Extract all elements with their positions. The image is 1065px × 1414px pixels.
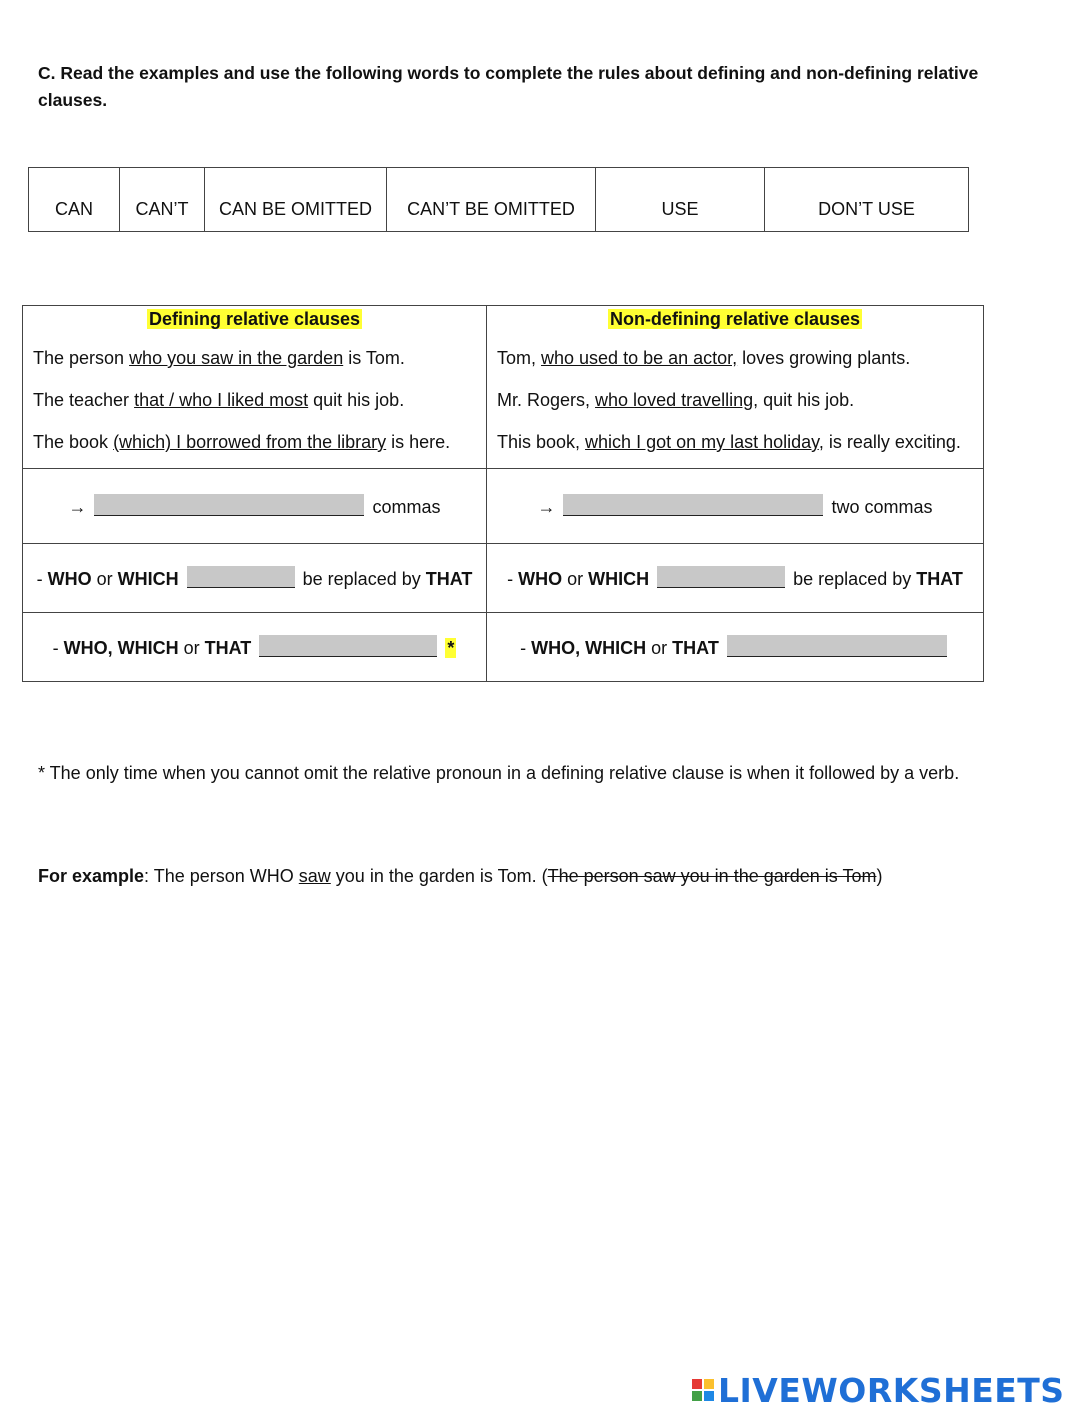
word-bank-cant-be-omitted: CAN’T BE OMITTED bbox=[387, 168, 596, 232]
logo-text: LIVEWORKSHEETS bbox=[718, 1370, 1065, 1410]
non-defining-example-2: Mr. Rogers, who loved travelling, quit his job. bbox=[497, 390, 855, 410]
defining-example-3: The book (which) I borrowed from the library is here. bbox=[33, 432, 451, 452]
liveworksheets-logo bbox=[692, 1372, 1065, 1408]
non-defining-omit-blank[interactable] bbox=[727, 635, 947, 657]
instruction-text: C. Read the examples and use the following words to complete the rules about defining and non-defining relative clauses. bbox=[38, 63, 979, 110]
defining-rule-omit: - WHO, WHICH or THAT * bbox=[23, 613, 487, 682]
non-defining-rule-that: - WHO or WHICH be replaced by THAT bbox=[487, 544, 984, 613]
defining-rule-that: - WHO or WHICH be replaced by THAT bbox=[23, 544, 487, 613]
defining-example-2: The teacher that / who I liked most quit his job. bbox=[33, 390, 405, 410]
non-defining-heading: Non-defining relative clauses bbox=[609, 309, 861, 329]
defining-rule-commas: → commas bbox=[23, 469, 487, 544]
arrow-icon: → bbox=[537, 497, 556, 517]
non-defining-example-3: This book, which I got on my last holiday, is really exciting. bbox=[497, 432, 961, 452]
word-bank-dont-use: DON’T USE bbox=[765, 168, 969, 232]
footnote-text: * The only time when you cannot omit the relative pronoun in a defining relative clause is when it followed by a verb. bbox=[38, 763, 960, 783]
defining-omit-blank[interactable] bbox=[259, 635, 437, 657]
logo-mark-icon bbox=[692, 1379, 714, 1401]
non-defining-examples-cell bbox=[487, 306, 984, 469]
example-line: For example: The person WHO saw you in the garden is Tom. (The person saw you in the garden is Tom) bbox=[38, 866, 883, 886]
word-bank-use: USE bbox=[596, 168, 765, 232]
non-defining-commas-blank[interactable] bbox=[563, 494, 823, 516]
defining-example-1: The person who you saw in the garden is Tom. bbox=[33, 348, 405, 368]
rules-table bbox=[22, 305, 984, 682]
word-bank-table bbox=[28, 167, 969, 232]
word-bank-can-be-omitted: CAN BE OMITTED bbox=[205, 168, 387, 232]
defining-heading: Defining relative clauses bbox=[148, 309, 361, 329]
non-defining-rule-omit: - WHO, WHICH or THAT bbox=[487, 613, 984, 682]
non-defining-rule-commas: → two commas bbox=[487, 469, 984, 544]
arrow-icon: → bbox=[68, 497, 87, 517]
non-defining-example-1: Tom, who used to be an actor, loves growing plants. bbox=[497, 348, 911, 368]
word-bank-can: CAN bbox=[29, 168, 120, 232]
defining-that-blank[interactable] bbox=[187, 566, 295, 588]
non-defining-that-blank[interactable] bbox=[657, 566, 785, 588]
word-bank-cant: CAN’T bbox=[120, 168, 205, 232]
defining-examples-cell bbox=[23, 306, 487, 469]
asterisk-marker: * bbox=[447, 638, 455, 658]
defining-commas-blank[interactable] bbox=[94, 494, 364, 516]
